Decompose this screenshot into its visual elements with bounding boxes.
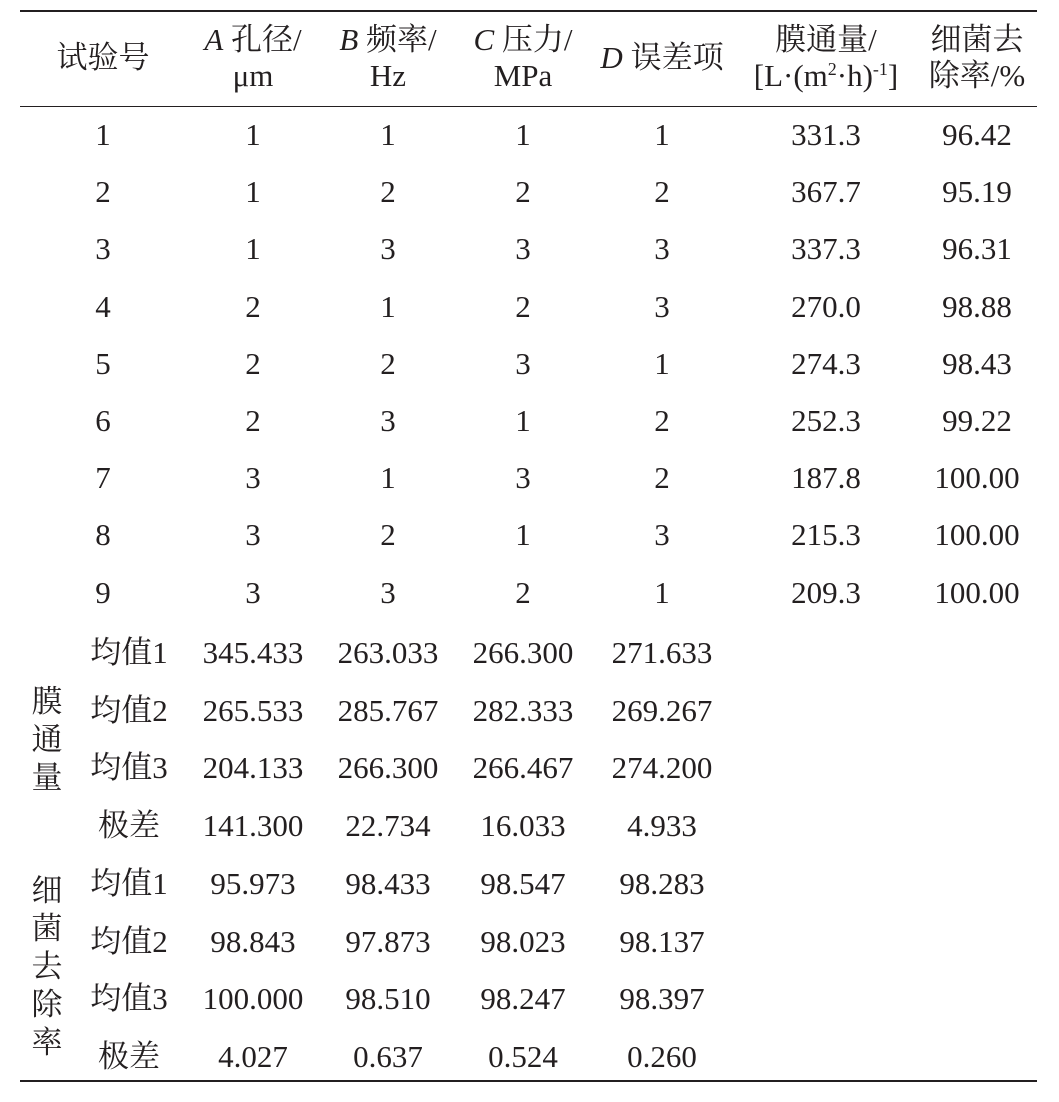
trial-cell-removal: 100.00 xyxy=(934,574,1020,610)
trial-cell-a: 2 xyxy=(245,403,261,438)
trial-cell-c: 2 xyxy=(515,288,531,324)
stat-cell-d: 274.200 xyxy=(611,750,713,785)
stat-cell-a: 4.027 xyxy=(218,1038,288,1074)
trial-cell-a: 3 xyxy=(245,517,261,553)
stat-label: 均值3 xyxy=(90,750,168,785)
trial-cell-no: 2 xyxy=(95,174,111,210)
trial-cell-b: 3 xyxy=(380,231,396,267)
trial-cell-no: 6 xyxy=(95,403,111,438)
stat-cell-a: 100.000 xyxy=(202,981,304,1016)
group-label-bacteria-removal: 细菌去除率 xyxy=(31,873,63,1060)
trial-cell-flux: 187.8 xyxy=(791,460,861,496)
stat-label: 均值2 xyxy=(90,692,168,728)
stat-cell-b: 22.734 xyxy=(345,807,431,843)
trial-cell-a: 2 xyxy=(245,345,261,381)
trial-cell-c: 2 xyxy=(515,174,531,210)
trial-cell-flux: 270.0 xyxy=(791,288,861,324)
stat-label: 极差 xyxy=(98,1038,160,1074)
trial-cell-no: 4 xyxy=(95,288,111,324)
trial-cell-a: 3 xyxy=(245,460,261,496)
trial-cell-d: 2 xyxy=(654,460,670,496)
stat-cell-c: 266.300 xyxy=(472,635,574,670)
trial-cell-a: 1 xyxy=(245,231,261,267)
stat-cell-d: 98.137 xyxy=(619,923,705,959)
stat-cell-b: 97.873 xyxy=(345,923,431,959)
stat-cell-a: 98.843 xyxy=(210,923,296,959)
trial-cell-removal: 100.00 xyxy=(934,517,1020,553)
stat-cell-c: 16.033 xyxy=(480,807,566,843)
group-label-membrane-flux: 膜通量 xyxy=(31,684,63,795)
trial-cell-c: 2 xyxy=(515,574,531,610)
trial-cell-flux: 209.3 xyxy=(791,574,861,610)
header-bacteria-removal: 细菌去 除率/% xyxy=(928,22,1026,93)
trial-cell-removal: 98.43 xyxy=(942,345,1012,381)
stat-cell-b: 98.433 xyxy=(345,866,431,901)
stat-cell-b: 263.033 xyxy=(337,635,439,670)
trial-cell-d: 2 xyxy=(654,403,670,438)
trial-cell-removal: 98.88 xyxy=(942,288,1012,324)
header-factor-c: C 压力/ MPa xyxy=(473,22,573,93)
trial-cell-no: 9 xyxy=(95,574,111,610)
stat-label: 均值1 xyxy=(90,635,168,670)
trial-cell-a: 3 xyxy=(245,574,261,610)
trial-cell-flux: 337.3 xyxy=(791,231,861,267)
header-factor-a: A 孔径/ μm xyxy=(204,22,302,93)
trial-cell-b: 3 xyxy=(380,574,396,610)
stat-cell-a: 204.133 xyxy=(202,750,304,785)
trial-cell-a: 2 xyxy=(245,288,261,324)
trial-cell-flux: 331.3 xyxy=(791,117,861,152)
trial-cell-d: 1 xyxy=(654,345,670,381)
trial-cell-b: 3 xyxy=(380,403,396,438)
header-factor-b: B 频率/ Hz xyxy=(339,22,437,93)
stat-cell-c: 0.524 xyxy=(488,1038,558,1074)
trial-cell-no: 7 xyxy=(95,460,111,496)
stat-cell-d: 271.633 xyxy=(611,635,713,670)
trial-cell-no: 5 xyxy=(95,345,111,381)
trial-cell-flux: 252.3 xyxy=(791,403,861,438)
stat-cell-c: 266.467 xyxy=(472,750,574,785)
stat-cell-d: 0.260 xyxy=(627,1038,697,1074)
trial-cell-c: 3 xyxy=(515,460,531,496)
trial-cell-c: 1 xyxy=(515,117,531,152)
trial-cell-b: 1 xyxy=(380,117,396,152)
stat-cell-a: 141.300 xyxy=(202,807,304,843)
stat-cell-c: 98.247 xyxy=(480,981,566,1016)
trial-cell-c: 1 xyxy=(515,517,531,553)
stat-label: 极差 xyxy=(98,807,160,843)
stat-label: 均值2 xyxy=(90,923,168,959)
trial-cell-flux: 215.3 xyxy=(791,517,861,553)
trial-cell-flux: 274.3 xyxy=(791,345,861,381)
table-top-rule xyxy=(20,10,1037,12)
trial-cell-c: 1 xyxy=(515,403,531,438)
trial-cell-no: 8 xyxy=(95,517,111,553)
trial-cell-b: 1 xyxy=(380,288,396,324)
trial-cell-b: 2 xyxy=(380,517,396,553)
trial-cell-c: 3 xyxy=(515,345,531,381)
table-header-rule xyxy=(20,106,1037,107)
trial-cell-b: 1 xyxy=(380,460,396,496)
trial-cell-no: 1 xyxy=(95,117,111,152)
trial-cell-flux: 367.7 xyxy=(791,174,861,210)
header-trial: 试验号 xyxy=(56,40,150,75)
stat-cell-b: 266.300 xyxy=(337,750,439,785)
stat-cell-b: 0.637 xyxy=(353,1038,423,1074)
trial-cell-removal: 96.31 xyxy=(942,231,1012,267)
trial-cell-a: 1 xyxy=(245,174,261,210)
stat-cell-c: 98.023 xyxy=(480,923,566,959)
stat-cell-a: 265.533 xyxy=(202,692,304,728)
trial-cell-d: 3 xyxy=(654,517,670,553)
header-membrane-flux: 膜通量/ $[L\cdot(m^2\cdot h)^{-1}]$ xyxy=(753,22,899,93)
trial-cell-d: 1 xyxy=(654,117,670,152)
stat-cell-b: 285.767 xyxy=(337,692,439,728)
stat-cell-c: 282.333 xyxy=(472,692,574,728)
trial-cell-removal: 99.22 xyxy=(942,403,1012,438)
stat-cell-d: 4.933 xyxy=(627,807,697,843)
table-bottom-rule xyxy=(20,1080,1037,1082)
trial-cell-d: 2 xyxy=(654,174,670,210)
trial-cell-no: 3 xyxy=(95,231,111,267)
trial-cell-b: 2 xyxy=(380,345,396,381)
trial-cell-d: 3 xyxy=(654,231,670,267)
stat-cell-c: 98.547 xyxy=(480,866,566,901)
stat-label: 均值3 xyxy=(90,981,168,1016)
stat-cell-b: 98.510 xyxy=(345,981,431,1016)
stat-label: 均值1 xyxy=(90,866,168,901)
header-factor-d: D 误差项 xyxy=(600,40,724,75)
stat-cell-d: 269.267 xyxy=(611,692,713,728)
trial-cell-b: 2 xyxy=(380,174,396,210)
trial-cell-removal: 95.19 xyxy=(942,174,1012,210)
stat-cell-a: 345.433 xyxy=(202,635,304,670)
trial-cell-c: 3 xyxy=(515,231,531,267)
trial-cell-d: 3 xyxy=(654,288,670,324)
trial-cell-d: 1 xyxy=(654,574,670,610)
stat-cell-d: 98.283 xyxy=(619,866,705,901)
stat-cell-d: 98.397 xyxy=(619,981,705,1016)
trial-cell-removal: 100.00 xyxy=(934,460,1020,496)
stat-cell-a: 95.973 xyxy=(210,866,296,901)
trial-cell-removal: 96.42 xyxy=(942,117,1012,152)
trial-cell-a: 1 xyxy=(245,117,261,152)
